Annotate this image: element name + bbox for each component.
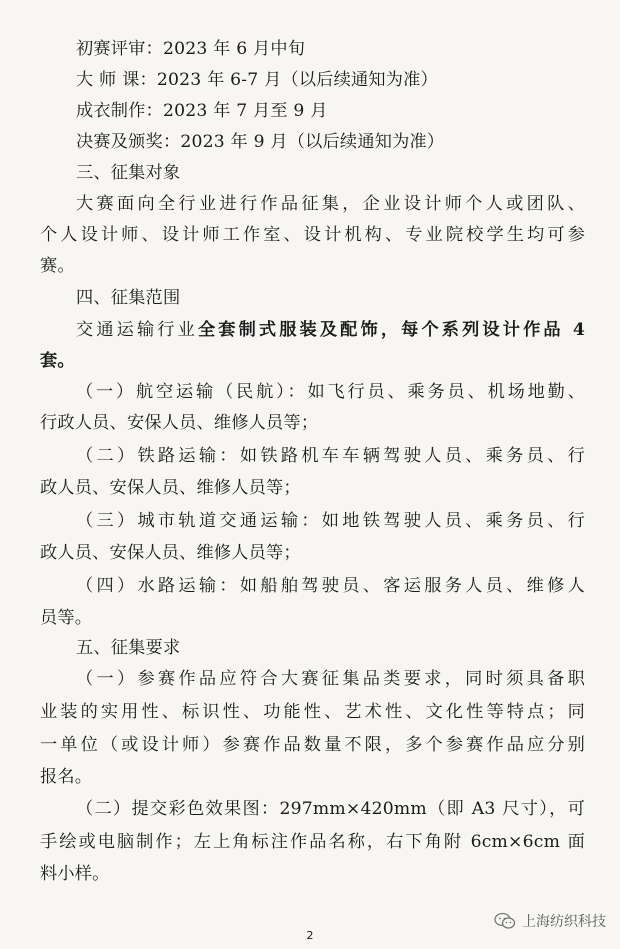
section-3-line-3: 赛。 [40, 256, 75, 276]
schedule-line-4: 决赛及颁奖：2023 年 9 月（以后续通知为准） [76, 132, 445, 152]
section-4-item-1a: （一）航空运输（民航）：如飞行员、乘务员、机场地勤、 [76, 382, 585, 402]
section-4-item-3a: （三）城市轨道交通运输：如地铁驾驶人员、乘务员、行 [76, 511, 585, 531]
section-3-heading: 三、征集对象 [76, 163, 181, 183]
section-5-line-6: 手绘或电脑制作；左上角标注作品名称，右下角附 6cm×6cm 面 [40, 832, 585, 852]
section-3-line-1: 大赛面向全行业进行作品征集，企业设计师个人或团队、 [76, 194, 585, 214]
watermark-text: 上海纺织科技 [522, 914, 606, 930]
section-4-intro [40, 318, 585, 342]
section-5-line-1: （一）参赛作品应符合大赛征集品类要求，同时须具备职 [76, 669, 585, 689]
section-3-line-2: 个人设计师、设计师工作室、设计机构、专业院校学生均可参 [40, 225, 585, 245]
section-4-intro-pre: 交通运输行业 [76, 320, 198, 340]
section-4-intro-post: ，每个系列设计作品 4 [380, 320, 585, 340]
section-5-line-5: （二）提交彩色效果图：297mm×420mm（即 A3 尺寸），可 [76, 799, 585, 819]
schedule-line-2: 大 师 课：2023 年 6-7 月（以后续通知为准） [76, 70, 438, 90]
section-4-item-4b: 员等。 [40, 608, 93, 628]
section-4-item-2a: （二）铁路运输：如铁路机车车辆驾驶人员、乘务员、行 [76, 446, 585, 466]
page-number: 2 [306, 929, 314, 942]
schedule-line-3: 成衣制作：2023 年 7 月至 9 月 [76, 101, 328, 121]
section-4-intro-bold: 全套制式服装及配饰 [197, 320, 381, 340]
section-5-line-7: 料小样。 [40, 864, 110, 884]
watermark [494, 911, 606, 931]
section-4-item-2b: 政人员、安保人员、维修人员等； [40, 478, 301, 498]
section-5-line-3: 一单位（或设计师）参赛作品数量不限，多个参赛作品应分别 [40, 735, 585, 755]
section-5-line-2: 业装的实用性、标识性、功能性、艺术性、文化性等特点；同 [40, 702, 585, 722]
section-4-item-4a: （四）水路运输：如船舶驾驶员、客运服务人员、维修人 [76, 576, 585, 596]
wechat-chat-icon [494, 912, 516, 930]
schedule-line-1: 初赛评审：2023 年 6 月中旬 [76, 39, 306, 59]
section-5-line-4: 报名。 [40, 767, 93, 787]
section-4-item-3b: 政人员、安保人员、维修人员等； [40, 543, 301, 563]
section-4-item-1b: 行政人员、安保人员、维修人员等； [40, 413, 319, 433]
section-4-heading: 四、征集范围 [76, 288, 181, 308]
section-5-heading: 五、征集要求 [76, 638, 181, 658]
section-4-intro-line-2: 套。 [40, 351, 75, 371]
